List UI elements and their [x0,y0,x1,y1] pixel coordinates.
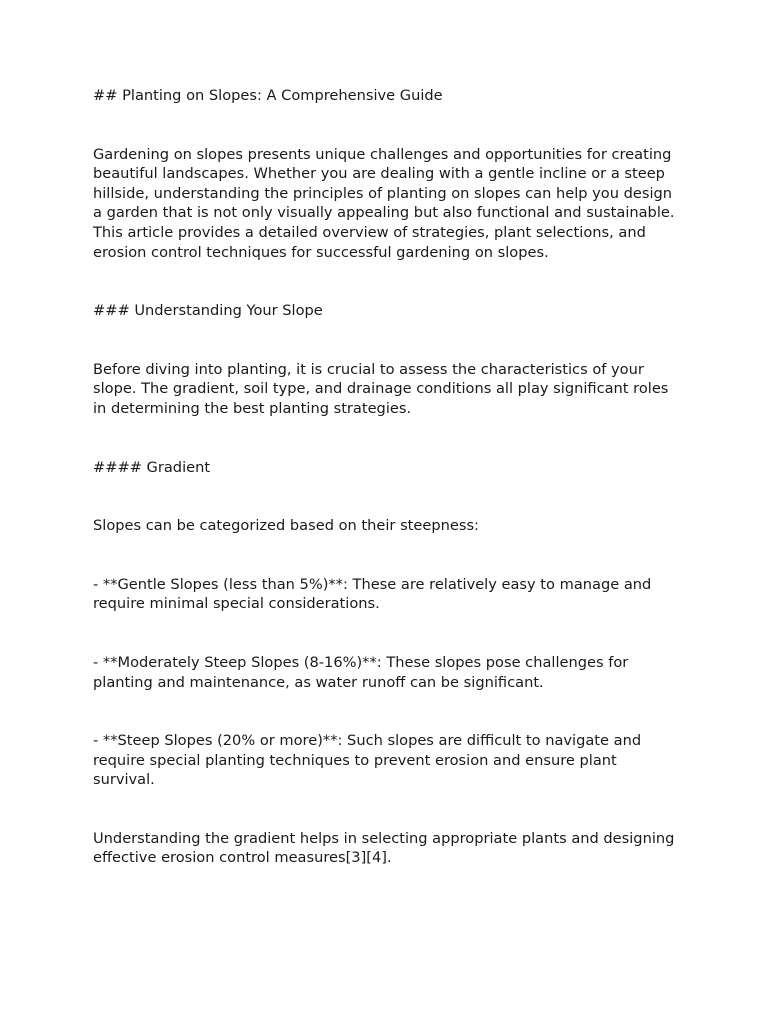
intro-paragraph: Gardening on slopes presents unique challenges and opportunities for creating beautiful landscapes. Whether you are dealing with a gentle incline or a steep hillside, understanding the principles of planting on slopes can help you design a garden that is not only visually appealing but also functional and sustainable. This article provides a detailed overview of strategies, plant selections, and erosion control techniques for successful gardening on slopes. [93,145,675,261]
section-paragraph: Before diving into planting, it is crucial to assess the characteristics of your slope. The gradient, soil type, and drainage conditions all play significant roles in determining the best planting strategies. [93,360,669,417]
conclusion-paragraph: Understanding the gradient helps in selecting appropriate plants and designing effective erosion control measures[3][4]. [93,829,675,867]
document-page [93,86,683,907]
list-item: - **Moderately Steep Slopes (8-16%)**: These slopes pose challenges for planting and maintenance, as water runoff can be significant. [93,653,629,691]
subsection-heading: #### Gradient [93,458,211,476]
document-title: ## Planting on Slopes: A Comprehensive Guide [93,87,443,104]
section-heading: ### Understanding Your Slope [93,302,323,320]
list-item: - **Gentle Slopes (less than 5%)**: These are relatively easy to manage and require minimal special considerations. [93,575,652,613]
list-item: - **Steep Slopes (20% or more)**: Such slopes are difficult to navigate and require special planting techniques to prevent erosion and ensure plant survival. [93,732,642,789]
subsection-intro: Slopes can be categorized based on their steepness: [93,517,479,535]
